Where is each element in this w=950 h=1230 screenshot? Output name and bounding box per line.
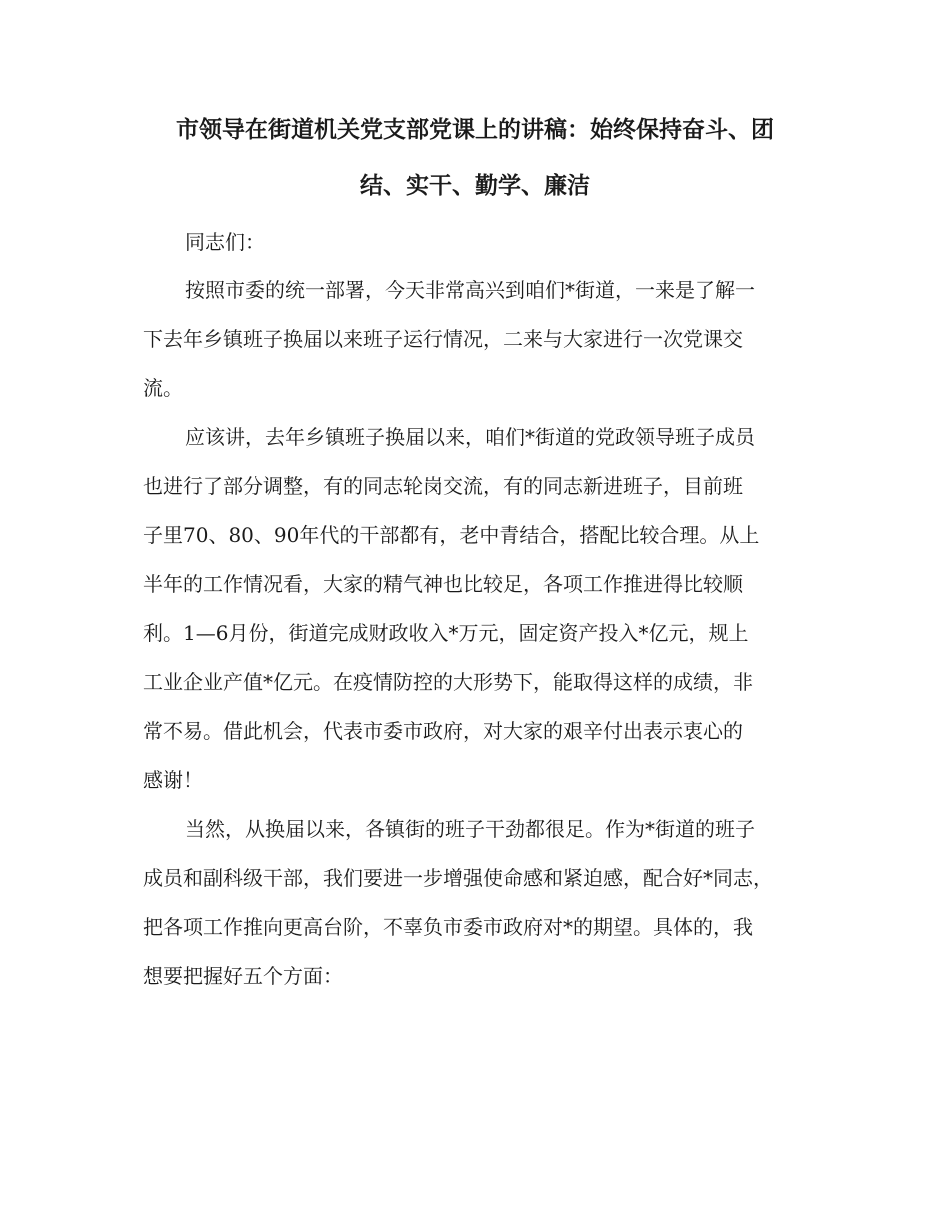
document-title-line-1: 市领导在街道机关党支部党课上的讲稿：始终保持奋斗、团 — [176, 116, 774, 143]
paragraph-2-line-7: 常不易。借此机会，代表市委市政府，对大家的艰辛付出表示衷心的 — [143, 719, 743, 743]
paragraph-2-line-8: 感谢！ — [143, 768, 203, 792]
paragraph-1-line-2: 下去年乡镇班子换届以来班子运行情况，二来与大家进行一次党课交 — [143, 327, 743, 351]
paragraph-2-line-3: 子里70、80、90年代的干部都有，老中青结合，搭配比较合理。从上 — [143, 523, 760, 547]
paragraph-2-line-1: 应该讲，去年乡镇班子换届以来，咱们*街道的党政领导班子成员 — [185, 425, 755, 449]
paragraph-1-line-3: 流。 — [143, 376, 183, 400]
salutation: 同志们： — [185, 230, 265, 254]
paragraph-2-line-6: 工业企业产值*亿元。在疫情防控的大形势下，能取得这样的成绩，非 — [143, 670, 753, 694]
paragraph-2-line-5: 利。1—6月份，街道完成财政收入*万元，固定资产投入*亿元，规上 — [143, 621, 749, 645]
document-title-line-2: 结、实干、勤学、廉洁 — [360, 172, 590, 199]
paragraph-2-line-2: 也进行了部分调整，有的同志轮岗交流，有的同志新进班子，目前班 — [143, 474, 743, 498]
paragraph-3-line-2: 成员和副科级干部，我们要进一步增强使命感和紧迫感，配合好*同志， — [143, 866, 773, 890]
paragraph-2-line-4: 半年的工作情况看，大家的精气神也比较足，各项工作推进得比较顺 — [143, 572, 743, 596]
paragraph-3-line-3: 把各项工作推向更高台阶，不辜负市委市政府对*的期望。具体的，我 — [143, 915, 753, 939]
paragraph-3-line-4: 想要把握好五个方面： — [143, 964, 343, 988]
paragraph-1-line-1: 按照市委的统一部署，今天非常高兴到咱们*街道，一来是了解一 — [185, 278, 755, 302]
paragraph-3-line-1: 当然，从换届以来，各镇街的班子干劲都很足。作为*街道的班子 — [185, 817, 755, 841]
